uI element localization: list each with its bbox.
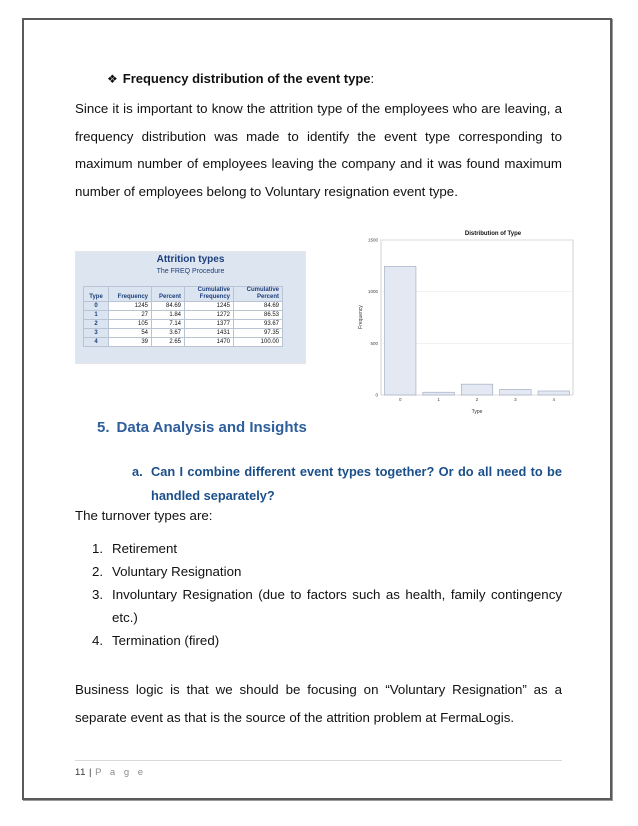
table-cell: 84.69 [152,302,185,311]
turnover-intro: The turnover types are: [75,508,213,523]
table-cell: 1.84 [152,311,185,320]
table-row [84,311,283,320]
chart-bar [500,389,531,395]
table-cell: 105 [109,320,152,329]
chart-x-ticks [399,397,556,402]
type-distribution-chart [343,227,575,417]
frequency-table [83,286,283,347]
chart-bar [384,266,415,395]
table-cell: 1 [84,311,109,320]
table-cell: 100.00 [234,338,283,347]
list-item-number: 1. [92,541,104,556]
header-frequency: Frequency [109,287,152,302]
diamond-bullet-icon: ❖ [107,72,118,86]
frequency-table-title: Attrition types [156,254,225,265]
subsection-heading-title: Frequency distribution of the event type [122,71,371,86]
chart-y-tick-label: 0 [375,392,378,398]
subsection-heading-suffix: : [370,71,375,86]
section-number: 5. [97,419,110,436]
turnover-list [92,537,562,652]
chart-y-tick-label: 1500 [367,237,378,243]
table-cell: 1272 [185,311,234,320]
table-cell: 86.53 [234,311,283,320]
list-item-text: Retirement [112,541,178,556]
table-cell: 4 [84,338,109,347]
table-row [84,302,283,311]
chart-x-tick-label: 0 [398,397,402,402]
table-cell: 1245 [109,302,152,311]
question-text: Can I combine different event types together? Or do all need to be handled separately? [151,464,562,503]
table-cell: 39 [109,338,152,347]
list-item [92,537,562,560]
table-cell: 84.69 [234,302,283,311]
chart-y-tick-label: 1000 [367,289,378,295]
chart-title: Distribution of Type [464,231,522,237]
table-cell: 0 [84,302,109,311]
list-item-number: 4. [92,633,104,648]
page-footer [75,767,146,778]
table-cell: 27 [109,311,152,320]
chart-x-tick-label: 2 [475,397,479,402]
table-row [84,338,283,347]
table-row [84,320,283,329]
chart-x-tick-label: 3 [514,397,517,402]
table-row [84,329,283,338]
chart-bar [423,392,454,395]
frequency-table-header-row [84,287,283,302]
chart-y-tick-label: 500 [370,340,378,346]
table-cell: 2 [84,320,109,329]
header-cumulative-percent: Cumulative Percent [234,287,283,302]
frequency-table-subtitle: The FREQ Procedure [156,268,225,275]
list-item-text: Voluntary Resignation [112,564,242,579]
question-heading [132,460,562,508]
table-cell: 97.35 [234,329,283,338]
chart-x-tick-label: 1 [437,397,440,402]
header-percent: Percent [152,287,185,302]
table-cell: 1245 [185,302,234,311]
table-cell: 7.14 [152,320,185,329]
footer-separator: | [89,767,92,778]
chart-x-tick-label: 4 [552,397,556,402]
table-cell: 54 [109,329,152,338]
chart-bar [538,391,569,395]
table-cell: 1431 [185,329,234,338]
list-item-text: Involuntary Resignation (due to factors such as health, family contingency etc.) [112,587,562,625]
list-item-number: 2. [92,564,104,579]
header-type: Type [84,287,109,302]
table-cell: 3.67 [152,329,185,338]
page-number: 11 [75,767,86,778]
table-cell: 93.67 [234,320,283,329]
header-cumulative-frequency: Cumulative Frequency [185,287,234,302]
table-cell: 1377 [185,320,234,329]
chart-svg [343,227,575,417]
table-cell: 3 [84,329,109,338]
list-item-text: Termination (fired) [112,633,220,648]
chart-bars [384,266,569,395]
subsection-heading [107,71,374,86]
list-item [92,583,562,629]
intro-paragraph: Since it is important to know the attrition type of the employees who are leaving, a frequency distribution was made to identify the event type corresponding to maximum number of employees leaving the company and it was found maximum number of employees belong to Voluntary resignation event type. [75,101,562,199]
section-heading [97,419,314,436]
list-item-number: 3. [92,587,104,602]
list-item [92,629,562,652]
chart-bar [461,384,492,395]
question-letter: a. [132,464,143,479]
chart-y-ticks [368,238,379,398]
page-label: P a g e [95,767,147,778]
table-cell: 2.65 [152,338,185,347]
chart-x-axis-label: Type [471,409,483,415]
business-logic-paragraph: Business logic is that we should be focusing on “Voluntary Resignation” as a separate event as that is the source of the attrition problem at FermaLogis. [75,682,562,725]
frequency-table-panel [75,251,306,364]
list-item [92,560,562,583]
section-title-text: Data Analysis and Insights [116,419,307,436]
chart-y-axis-label: Frequency [358,305,364,329]
table-cell: 1470 [185,338,234,347]
footer-divider [75,760,562,761]
